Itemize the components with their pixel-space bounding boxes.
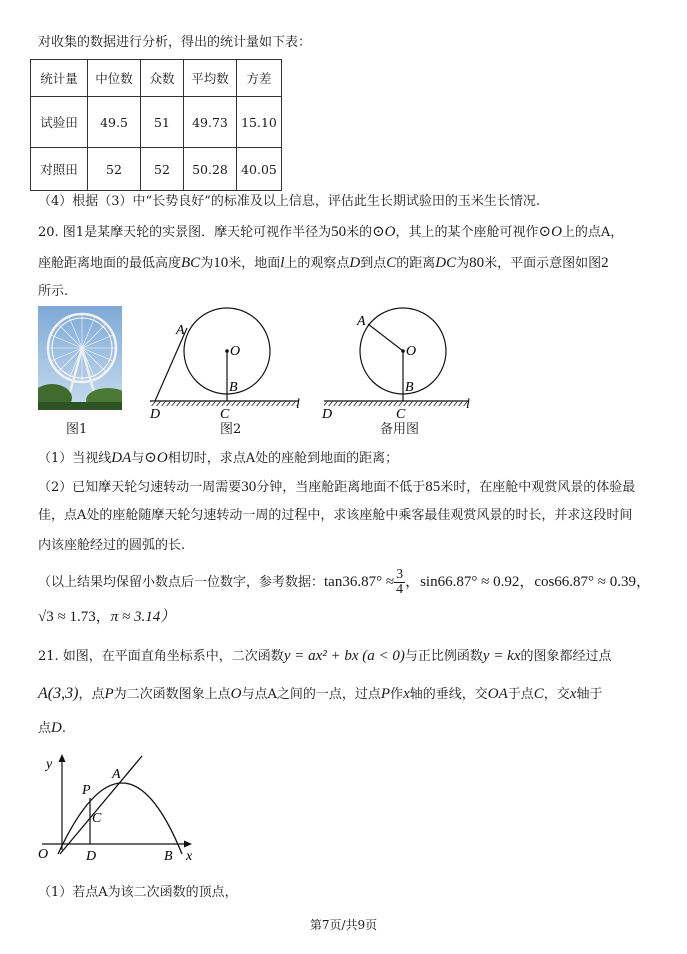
fig1-caption: 图1 xyxy=(66,422,88,437)
y-axis-arrow-icon xyxy=(59,754,66,762)
radius-oa xyxy=(368,324,403,351)
table-cell: 51 xyxy=(141,97,184,148)
intro-text: 对收集的数据进行分析，得出的统计量如下表： xyxy=(38,35,312,50)
q20-note: （以上结果均保留小数点后一位数字，参考数据：tan36.87° ≈ $\frac{3}{4}$ ，sin66.87° ≈ 0.92，cos66.87° ≈ 0.39， xyxy=(38,567,652,597)
table-row xyxy=(31,97,282,148)
label-b: B xyxy=(229,380,238,395)
table-cell: 50.28 xyxy=(184,148,237,191)
label-a: A xyxy=(357,314,366,329)
page-number: 第7页/共9页 xyxy=(309,918,378,932)
table-header-cell: 平均数 xyxy=(184,60,237,97)
q21-sub1: （1）若点A为该二次函数的顶点， xyxy=(38,885,238,900)
q21-graph xyxy=(36,750,206,868)
label-d: D xyxy=(150,407,161,418)
q21-line2: A(3,3)，点P为二次函数图象上点O与点A之间的一点，过点P作x轴的垂线，交OA于点C，交x轴于 xyxy=(38,685,603,702)
table-header-row xyxy=(31,60,282,97)
table-cell: 40.05 xyxy=(237,148,282,191)
fraction-3-4: $\frac{3}{4}$ xyxy=(396,567,404,597)
label-d: D xyxy=(322,407,333,418)
graph-label-d: D xyxy=(86,849,97,864)
table-cell: 试验田 xyxy=(31,97,88,148)
table-cell: 49.5 xyxy=(88,97,141,148)
graph-label-b: B xyxy=(164,849,173,864)
table-row xyxy=(31,148,282,191)
table-cell: 49.73 xyxy=(184,97,237,148)
label-o: O xyxy=(406,344,417,359)
label-l: l xyxy=(296,397,300,412)
graph-label-o: O xyxy=(38,847,49,862)
ground-hatch xyxy=(324,401,468,406)
q20-line1: 20. 图1是某摩天轮的实景图．摩天轮可视作半径为50米的⊙O，其上的某个座舱可视作⊙O上的点A， xyxy=(38,224,624,240)
backup-diagram xyxy=(312,306,482,418)
table-cell: 52 xyxy=(88,148,141,191)
graph-label-y: y xyxy=(46,757,53,772)
table-header-cell: 统计量 xyxy=(31,60,88,97)
table-cell: 52 xyxy=(141,148,184,191)
q19-part4: （4）根据（3）中“长势良好”的标准及以上信息，评估此生长期试验田的玉米生长情况. xyxy=(38,194,540,209)
q20-part2-line3: 内该座舱经过的圆弧的长. xyxy=(38,538,186,553)
label-o: O xyxy=(230,344,241,359)
table-header-cell: 方差 xyxy=(237,60,282,97)
q21-line1: 21. 如图，在平面直角坐标系中，二次函数y = ax² + bx (a < 0)与正比例函数y = kx的图象都经过点 xyxy=(38,648,612,664)
parabola-curve xyxy=(58,783,182,854)
fig2-caption: 图2 xyxy=(220,422,242,437)
tangent-da xyxy=(155,328,187,401)
table-header-cell: 中位数 xyxy=(88,60,141,97)
line-oa xyxy=(60,756,142,854)
table-cell: 15.10 xyxy=(237,97,282,148)
q20-part1: （1）当视线DA与⊙O相切时，求点A处的座舱到地面的距离； xyxy=(38,450,399,466)
q20-note-line2: √3 ≈ 1.73，π ≈ 3.14） xyxy=(38,609,176,625)
label-b: B xyxy=(405,380,414,395)
table-header-cell: 众数 xyxy=(141,60,184,97)
graph-label-p: P xyxy=(82,783,91,798)
stats-table xyxy=(30,59,282,191)
label-a: A xyxy=(176,323,185,338)
x-axis-arrow-icon xyxy=(184,841,192,848)
label-c: C xyxy=(396,407,406,418)
q20-part2-line1: （2）已知摩天轮匀速转动一周需要30分钟，当座舱距离地面不低于85米时，在座舱中观赏风景的体验最 xyxy=(38,479,636,495)
q20-part2-line2: 佳，点A处的座舱随摩天轮匀速转动一周的过程中，求该座舱中乘客最佳观赏风景的时长，并求这段时间 xyxy=(38,508,633,523)
q20-line3: 所示. xyxy=(38,284,69,299)
figure2-diagram xyxy=(140,306,310,418)
q21-line3: 点D. xyxy=(38,720,66,736)
q20-line2: 座舱距离地面的最低高度BC为10米，地面l上的观察点D到点C的距离DC为80米，平面示意图如图2 xyxy=(38,255,609,271)
ground-hatch xyxy=(150,401,298,406)
ferris-wheel-photo xyxy=(38,306,122,410)
graph-label-c: C xyxy=(92,811,102,826)
table-cell: 对照田 xyxy=(31,148,88,191)
graph-label-a: A xyxy=(112,767,121,782)
label-l: l xyxy=(466,397,470,412)
label-c: C xyxy=(220,407,230,418)
fig3-caption: 备用图 xyxy=(380,422,420,437)
graph-label-x: x xyxy=(186,849,193,864)
